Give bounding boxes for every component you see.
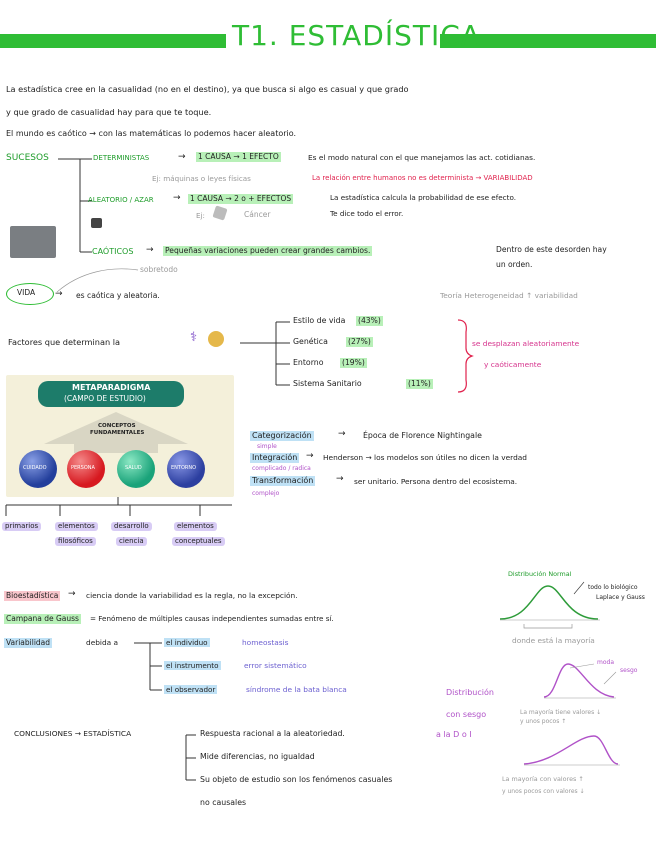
- mayoria-der-1: La mayoría con valores ↑: [502, 775, 584, 783]
- tag-filosoficos: filosóficos: [55, 537, 96, 546]
- factor-pct-3: (11%): [408, 379, 431, 388]
- caoticos-desc2: Dentro de este desorden hay: [496, 245, 607, 254]
- conclusion-2: Su objeto de estudio son los fenómenos casuales: [200, 775, 393, 784]
- aleatorio-ejemplo: Ej:: [196, 211, 205, 220]
- variabilidad-item-2: el observador: [166, 685, 216, 694]
- arrow-icon: →: [68, 589, 76, 599]
- transformacion-label: Transformación: [252, 476, 314, 485]
- factor-name-0: Estilo de vida: [293, 316, 346, 325]
- factor-pct-2: (19%): [342, 358, 365, 367]
- factores-note-1: se desplazan aleatoriamente: [472, 339, 580, 348]
- vida-desc: es caótica y aleatoria.: [76, 291, 160, 300]
- conclusion-0: Respuesta racional a la aleatoriedad.: [200, 729, 345, 738]
- vida-label: VIDA: [17, 288, 36, 297]
- variabilidad-item-1: el instrumento: [166, 661, 219, 670]
- integracion-sub: complicado / radica: [252, 465, 311, 472]
- intro-line-3: El mundo es caótico → con las matemáticas lo podemos hacer aleatorio.: [6, 129, 297, 138]
- sesgos-label-1: Distribución: [446, 688, 494, 697]
- conclusion-1: Mide diferencias, no igualdad: [200, 752, 315, 761]
- factor-name-1: Genética: [293, 337, 328, 346]
- caoticos-label: CAÓTICOS: [92, 247, 134, 256]
- deterministas-label: DETERMINISTAS: [93, 154, 150, 162]
- dna-icon: ⚕: [190, 330, 198, 345]
- factor-name-2: Entorno: [293, 358, 324, 367]
- tag-elementos-1: elementos: [55, 522, 98, 531]
- variabilidad-debida: debida a: [86, 638, 119, 647]
- determinista-formula: 1 CAUSA → 1 EFECTO: [198, 152, 279, 161]
- sesgo-label: sesgo: [620, 667, 638, 674]
- cancer-label: Cáncer: [244, 210, 271, 219]
- campana-desc: = Fenómeno de múltiples causas independientes sumadas entre sí.: [90, 614, 334, 623]
- aleatorio-label: ALEATORIO / AZAR: [88, 196, 154, 204]
- factor-pct-0: (43%): [358, 316, 381, 325]
- conclusion-3: no causales: [200, 798, 247, 807]
- mayoria-izq-2: y unos pocos ↑: [520, 718, 567, 725]
- factor-pct-1: (27%): [348, 337, 371, 346]
- sesgos-label-3: a la D o I: [436, 730, 472, 739]
- bioestadistica-label: Bioestadística: [6, 591, 59, 600]
- intro-line-2: y que grado de casualidad hay para que te toque.: [6, 107, 212, 117]
- mayoria-der-2: y unos pocos con valores ↓: [502, 788, 585, 795]
- moda-label: moda: [597, 659, 615, 666]
- factores-label: Factores que determinan la: [8, 337, 121, 347]
- determinista-desc: Es el modo natural con el que manejamos las act. cotidianas.: [308, 153, 536, 162]
- arrow-icon: →: [306, 451, 314, 461]
- tag-primarios: primarios: [2, 522, 41, 531]
- sesgos-label-2: con sesgo: [446, 710, 487, 719]
- vida-sobretodo: sobretodo: [140, 265, 178, 274]
- mayoria-label: donde está la mayoría: [512, 636, 595, 645]
- conceptos-label-2: FUNDAMENTALES: [90, 430, 145, 436]
- normal-note-1: todo lo biológico: [588, 584, 638, 591]
- variabilidad-label: Variabilidad: [6, 638, 51, 647]
- note-image: [10, 226, 56, 258]
- variabilidad-effect-1: error sistemático: [244, 661, 307, 670]
- arrow-icon: →: [146, 245, 154, 255]
- transformacion-sub: complejo: [252, 490, 280, 497]
- categorizacion-desc: Época de Florence Nightingale: [363, 431, 482, 440]
- distribucion-normal-label: Distribución Normal: [508, 570, 572, 578]
- arrow-icon: →: [338, 429, 346, 439]
- vida-teoria: Teoría Heterogeneidad ↑ variabilidad: [440, 291, 578, 300]
- normal-note-2: Laplace y Gauss: [596, 594, 645, 601]
- integracion-desc: Henderson → los modelos son útiles no dicen la verdad: [323, 453, 527, 462]
- categorizacion-sub: simple: [257, 443, 277, 450]
- printer-icon: [91, 218, 102, 228]
- variabilidad-effect-2: síndrome de la bata blanca: [246, 685, 347, 694]
- tag-desarrollo: desarrollo: [111, 522, 152, 531]
- caoticos-desc: Pequeñas variaciones pueden crear grandes cambios.: [165, 246, 371, 255]
- categorizacion-label: Categorización: [252, 431, 312, 440]
- factor-name-3: Sistema Sanitario: [293, 379, 362, 388]
- caoticos-desc3: un orden.: [496, 260, 533, 269]
- factores-note-2: y caóticamente: [484, 360, 542, 369]
- sphere-label-persona: PERSONA: [71, 465, 95, 471]
- arrow-icon: →: [55, 289, 63, 299]
- intro-line-1: La estadística cree en la casualidad (no en el destino), ya que busca si algo es casual y que grado: [6, 84, 409, 94]
- metaparadigma-title-1: METAPARADIGMA: [72, 383, 151, 392]
- campana-label: Campana de Gauss: [6, 614, 79, 623]
- determinista-relacion: La relación entre humanos no es determinista → VARIABILIDAD: [312, 174, 533, 182]
- tag-ciencia: ciencia: [116, 537, 147, 546]
- health-icon: [208, 331, 224, 347]
- integracion-label: Integración: [252, 453, 298, 462]
- mayoria-izq-1: La mayoría tiene valores ↓: [520, 709, 602, 716]
- tag-elementos-2: elementos: [174, 522, 217, 531]
- transformacion-desc: ser unitario. Persona dentro del ecosistema.: [354, 477, 518, 486]
- variabilidad-item-0: el individuo: [166, 638, 208, 647]
- arrow-icon: →: [173, 193, 181, 203]
- page-title: T1. ESTADÍSTICA: [232, 19, 481, 52]
- variabilidad-effect-0: homeostasis: [242, 638, 289, 647]
- bioestadistica-desc: ciencia donde la variabilidad es la regla, no la excepción.: [86, 591, 298, 600]
- determinista-ejemplo: Ej: máquinas o leyes físicas: [152, 174, 251, 183]
- sucesos-label: SUCESOS: [6, 153, 49, 163]
- conceptos-label-1: CONCEPTOS: [98, 423, 136, 429]
- tag-conceptuales: conceptuales: [172, 537, 225, 546]
- aleatorio-formula: 1 CAUSA → 2 o + EFECTOS: [190, 194, 292, 203]
- aleatorio-desc2: Te dice todo el error.: [330, 209, 404, 218]
- arrow-icon: →: [178, 152, 186, 162]
- aleatorio-desc: La estadística calcula la probabilidad de ese efecto.: [330, 193, 517, 202]
- conclusiones-label: CONCLUSIONES → ESTADÍSTICA: [14, 729, 132, 738]
- sphere-label-cuidado: CUIDADO: [23, 465, 47, 471]
- sphere-label-salud: SALUD: [125, 465, 142, 471]
- metaparadigma-title-2: (CAMPO DE ESTUDIO): [64, 394, 146, 403]
- arrow-icon: →: [336, 474, 344, 484]
- sphere-label-entorno: ENTORNO: [171, 465, 197, 471]
